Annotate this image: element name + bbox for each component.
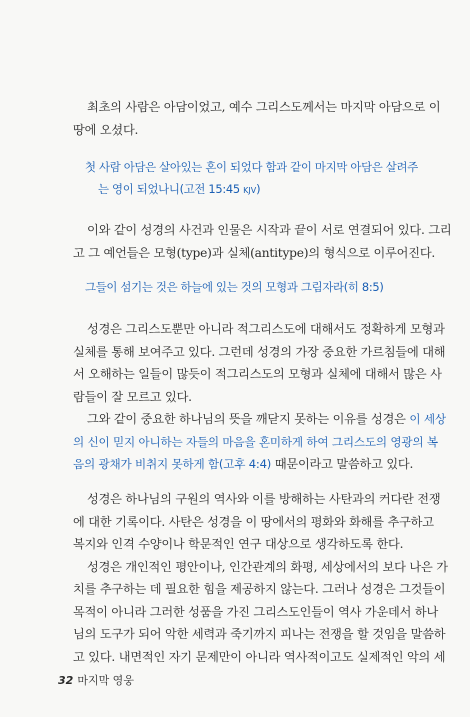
text-line: 음의 광채가 비취지 못하게 함(고후 4:4) 때문이라고 말씀하고 있다. <box>73 457 414 471</box>
paragraph-adam <box>73 96 441 141</box>
paragraph-type-antitype <box>73 219 452 264</box>
text-line: 최초의 사람은 아담이었고, 예수 그리스도께서는 마지막 아담으로 이 <box>87 100 441 114</box>
text-line: 땅에 오셨다. <box>73 122 139 137</box>
text-line: 서 오해하는 일들이 많듯이 적그리스도의 모형과 실체에 대해서 많은 사 <box>73 367 442 381</box>
text-line: 고 그 예언들은 모형(type)과 실체(antitype)의 형식으로 이루어진다. <box>73 245 436 260</box>
text-line: 치를 추구하는 데 필요한 힘을 제공하지 않는다. 그러나 성경은 그것들이 <box>73 582 446 596</box>
text-line: 그와 같이 중요한 하나님의 뜻을 깨닫지 못하는 이유를 성경은 이 세상 <box>87 412 446 426</box>
text-line: 에 대한 기록이다. 사탄은 성경을 이 땅에서의 평화와 화해를 추구하고 <box>73 514 434 529</box>
paragraph-bible-war <box>73 488 448 668</box>
quote-line: 는 영이 되었나니(고전 15:45 KJV) <box>98 182 261 196</box>
text-line: 실체를 통해 보여주고 있다. 그런데 성경의 가장 중요한 가르침들에 대해 <box>73 344 446 359</box>
scripture-inline: 음의 광채가 비취지 못하게 함(고후 4:4) <box>73 457 272 471</box>
text-line: 성경은 하나님의 구원의 역사와 이를 방해하는 사탄과의 커다란 전쟁 <box>87 492 441 506</box>
scripture-inline: 이 세상 <box>409 412 446 426</box>
text-line: 성경은 그리스도뿐만 아니라 적그리스도에 대해서도 정확하게 모형과 <box>87 322 445 336</box>
text-line <box>73 431 438 454</box>
quote-line: 그들이 섬기는 것은 하늘에 있는 것의 모형과 그림자라(히 8:5) <box>85 280 384 294</box>
scripture-quote-hebrews <box>85 276 415 298</box>
kjv-label: KJV <box>243 186 257 195</box>
text-line: 고 있다. 내면적인 자기 문제만이 아니라 역사적이고도 실제적인 악의 세 <box>73 649 446 664</box>
text-line: 님의 도구가 되어 악한 세력과 죽기까지 피나는 전쟁을 할 것임을 말씀하 <box>73 627 446 641</box>
scripture-inline: 의 신이 믿지 아니하는 자들의 마음을 혼미하게 하여 그리스도의 영광의 복 <box>73 434 438 449</box>
scripture-quote-1cor <box>85 156 418 202</box>
text-line: 람들이 잘 모르고 있다. <box>73 389 192 404</box>
text-line: 이와 같이 성경의 사건과 인물은 시작과 끝이 서로 연결되어 있다. 그리 <box>87 223 452 237</box>
paragraph-antichrist <box>73 318 446 476</box>
text-line: 목적이 아니라 그러한 성품을 가진 그리스도인들이 역사 가운데서 하나 <box>73 604 439 619</box>
page-number: 32 <box>58 674 74 687</box>
page-footer <box>58 672 134 688</box>
quote-line: 첫 사람 아담은 살아있는 혼이 되었다 함과 같이 마지막 아담은 살려주 <box>85 160 418 174</box>
book-title: 마지막 영웅 <box>77 674 134 687</box>
text-line: 복지와 인격 수양이나 학문적인 연구 대상으로 생각하도록 한다. <box>73 537 404 551</box>
text-line: 성경은 개인적인 평안이나, 인간관계의 화평, 세상에서의 보다 나은 가 <box>87 559 448 574</box>
